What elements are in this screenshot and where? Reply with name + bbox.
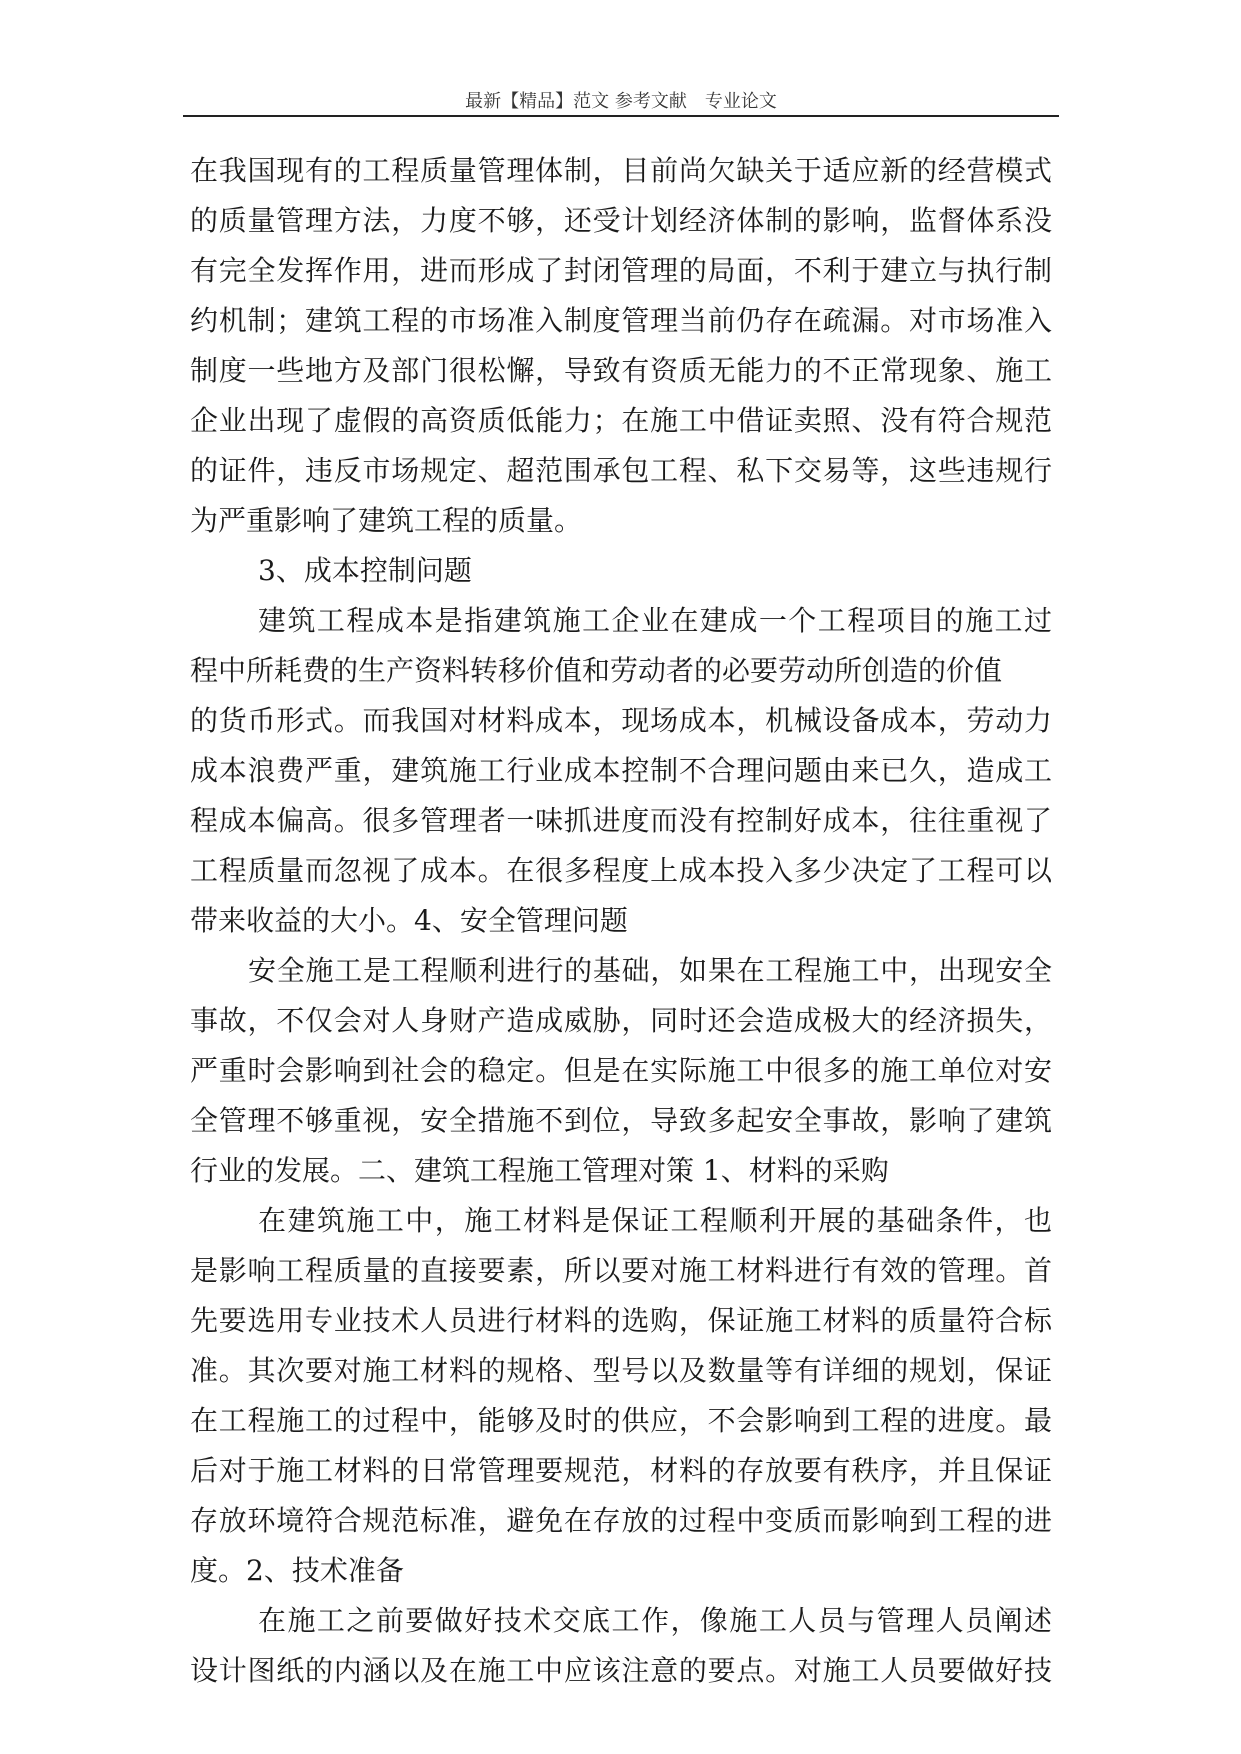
text-line: 事故，不仅会对人身财产造成威胁，同时还会造成极大的经济损失，: [190, 1004, 1052, 1037]
text-line: 度。2、技术准备: [190, 1554, 404, 1587]
text-line: 的货币形式。而我国对材料成本，现场成本，机械设备成本，劳动力: [190, 704, 1052, 737]
text-line: 全管理不够重视，安全措施不到位，导致多起安全事故，影响了建筑: [190, 1104, 1052, 1137]
text-line: 的证件，违反市场规定、超范围承包工程、私下交易等，这些违规行: [190, 454, 1052, 487]
header-divider: [183, 115, 1059, 117]
section-heading: 3、成本控制问题: [258, 554, 472, 587]
text-line: 设计图纸的内涵以及在施工中应该注意的要点。对施工人员要做好技: [190, 1654, 1052, 1687]
text-line: 带来收益的大小。4、安全管理问题: [190, 904, 628, 937]
text-line: 在工程施工的过程中，能够及时的供应，不会影响到工程的进度。最: [190, 1404, 1052, 1437]
text-line: 成本浪费严重，建筑施工行业成本控制不合理问题由来已久，造成工: [190, 754, 1052, 787]
text-line: 的质量管理方法，力度不够，还受计划经济体制的影响，监督体系没: [190, 204, 1052, 237]
text-line: 后对于施工材料的日常管理要规范，材料的存放要有秩序，并且保证: [190, 1454, 1052, 1487]
text-line: 程中所耗费的生产资料转移价值和劳动者的必要劳动所创造的价值: [190, 654, 1003, 687]
text-line: 准。其次要对施工材料的规格、型号以及数量等有详细的规划，保证: [190, 1354, 1052, 1387]
text-line: 制度一些地方及部门很松懈，导致有资质无能力的不正常现象、施工: [190, 354, 1052, 387]
text-line: 在施工之前要做好技术交底工作，像施工人员与管理人员阐述: [258, 1604, 1052, 1637]
text-line: 严重时会影响到社会的稳定。但是在实际施工中很多的施工单位对安: [190, 1054, 1052, 1087]
text-line: 建筑工程成本是指建筑施工企业在建成一个工程项目的施工过: [258, 604, 1052, 637]
document-body: [190, 146, 1052, 1696]
text-line: 有完全发挥作用，进而形成了封闭管理的局面，不利于建立与执行制: [190, 254, 1052, 287]
text-line: 工程质量而忽视了成本。在很多程度上成本投入多少决定了工程可以: [190, 854, 1052, 887]
text-line: 是影响工程质量的直接要素，所以要对施工材料进行有效的管理。首: [190, 1254, 1052, 1287]
text-line: 程成本偏高。很多管理者一味抓进度而没有控制好成本，往往重视了: [190, 804, 1052, 837]
text-line: 安全施工是工程顺利进行的基础，如果在工程施工中，出现安全: [248, 954, 1052, 987]
text-line: 存放环境符合规范标准，避免在存放的过程中变质而影响到工程的进: [190, 1504, 1052, 1537]
text-line: 企业出现了虚假的高资质低能力；在施工中借证卖照、没有符合规范: [190, 404, 1052, 437]
text-line: 在建筑施工中，施工材料是保证工程顺利开展的基础条件，也: [258, 1204, 1052, 1237]
text-line: 先要选用专业技术人员进行材料的选购，保证施工材料的质量符合标: [190, 1304, 1052, 1337]
page-header: 最新【精品】范文 参考文献 专业论文: [465, 91, 777, 112]
text-line: 为严重影响了建筑工程的质量。: [190, 504, 583, 537]
text-line: 在我国现有的工程质量管理体制，目前尚欠缺关于适应新的经营模式: [190, 154, 1052, 187]
text-line: 行业的发展。二、建筑工程施工管理对策 1、材料的采购: [190, 1154, 889, 1187]
text-line: 约机制；建筑工程的市场准入制度管理当前仍存在疏漏。对市场准入: [190, 304, 1052, 337]
